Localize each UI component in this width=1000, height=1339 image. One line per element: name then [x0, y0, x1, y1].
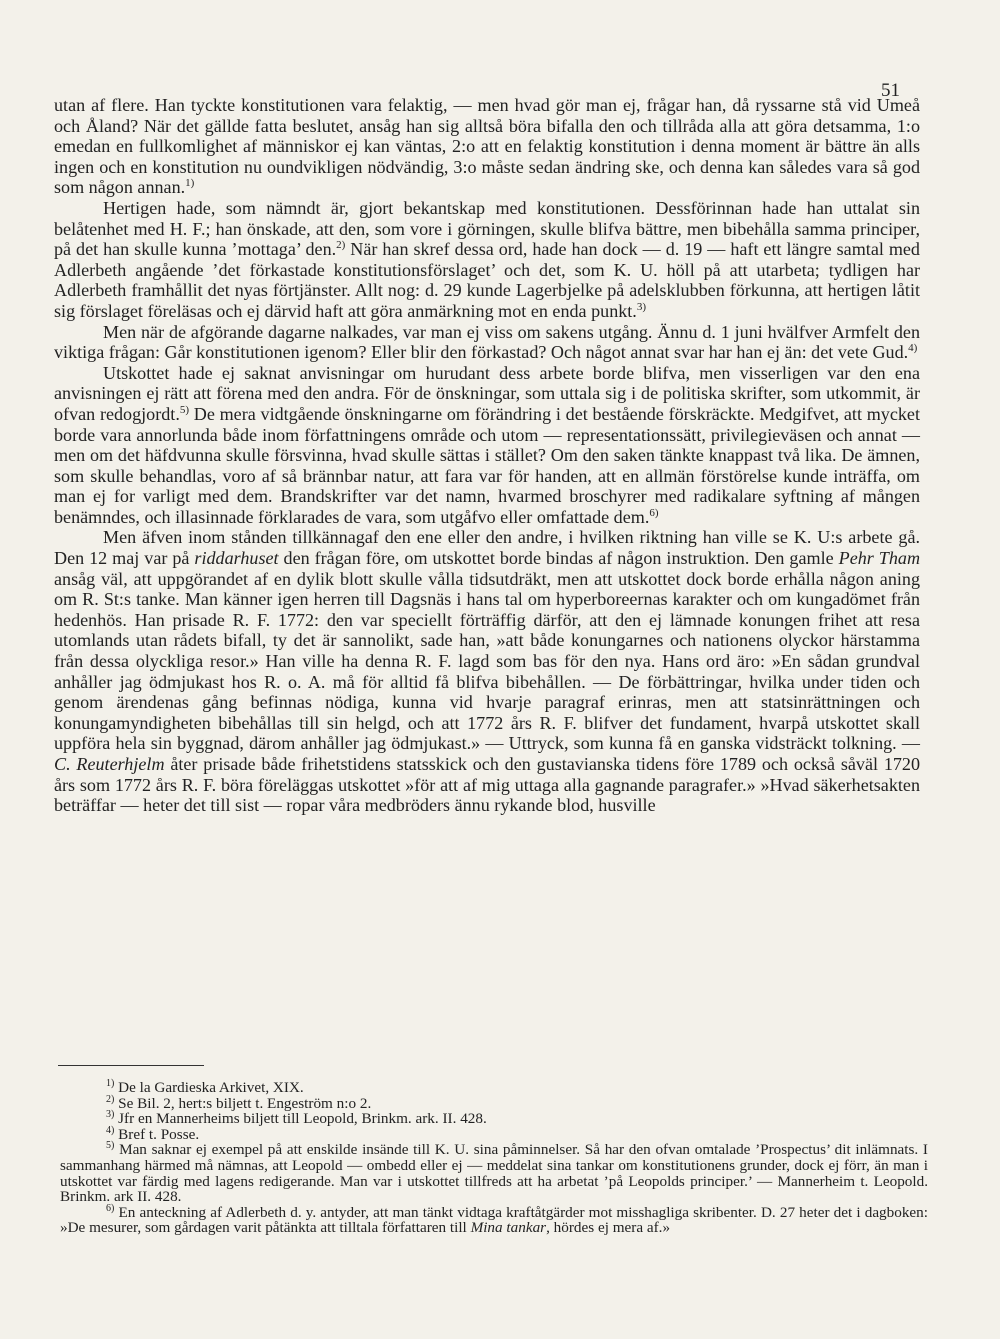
footnote-divider	[58, 1065, 204, 1066]
italic-title: Mina tankar	[470, 1219, 547, 1237]
page-number: 51	[881, 80, 900, 101]
footnote: $^{2)}$ Se Bil. 2, hert:s biljett t. Engeström n:o 2.	[106, 1093, 372, 1112]
footnote-ref: 1)	[185, 177, 195, 190]
footnotes	[60, 1077, 928, 1237]
footnote-ref: 4)	[908, 342, 918, 355]
italic-name: Pehr Tham	[838, 548, 921, 569]
footnote-ref: 2)	[336, 239, 346, 252]
paragraph: Hertigen hade, som nämndt är, gjort bekantskap med konstitutionen. Dessförinnan hade han uttalat sin belåtenhet med H. F.; han önskade, att den, som vore i görningen, skulle blifva bättre, men bibehålla samma principer, på det han skulle kunna ’mottaga’ den.$^{2)}$ När han skref dessa ord, hade han dock — d. 19 — haft ett längre samtal med Adlerbeth angående ’det förkastade konstitutionsförslaget’ och det, som K. U. höll på att utarbeta; tydligen har Adlerbeth framhållit det nyas förtjänster. Allt nog: d. 29 kunde Lagerbjelke på adelsklubben förkunna, att hertigen låtit sig förslaget föreläsas och ej därvid haft att göra anmärkning mot en enda punkt.$^{3)}$	[54, 197, 920, 321]
footnote: $^{5)}$ Man saknar ej exempel på att enskilde insände till K. U. sina påminnelser. Så har den ofvan omtalade ’Prospectus’ dit inlämnats. I sammanhang härmed må nämnas, att Leopold — ombedd eller ej — meddelat sina tankar om konstitutionens grunder, dock ej förr, än man i utskottet var färdig med lagens redigerande. Man var i utskottet tillfreds att ha arbetat ’på Leopolds principer.’ — Mannerheim t. Leopold. Brinkm. ark II. 428.	[60, 1140, 928, 1206]
footnote-ref: 5)	[179, 403, 190, 416]
paragraph: Utskottet hade ej saknat anvisningar om hurudant dess arbete borde blifva, men visserligen var den ena anvisningen ej rätt att förena med den andra. För de önskningar, som uttala sig i de politiska skrifter, som utkommit, är ofvan redogjordt.$^{5)}$ De mera vidtgående önskningarne om förändring i det bestående förskräckte. Medgifvet, att mycket borde vara annorlunda både inom författningens område och utom — representationssätt, privilegieväsen och annat — men om det häfdvunna skulle försvinna, hvad skulle sättas i stället? Om den saken tänkte knappast två lika. De ämnen, som skulle behandlas, voro af så brännbar natur, att fara var för handen, att en allmän förstörelse kunde inträffa, om man ej for varligt med dem. Brandskrifter var det namn, hvarmed broschyrer med radikalare syftning af mången benämndes, och illasinnade förklarades de vara, som utgåfvo eller omfattade dem.$^{6)}$	[54, 362, 920, 527]
footnote: $^{1)}$ De la Gardieska Arkivet, XIX.	[106, 1077, 304, 1096]
footnote-ref: 6)	[649, 506, 659, 519]
paragraph: utan af flere. Han tyckte konstitutionen vara felaktig, — men hvad gör man ej, frågar han, då ryssarne stå vid Umeå och Åland? När det gällde fatta beslutet, ansåg han sig alltså böra bifalla den och tillråda alla att göra detsamma, 1:o emedan en fullkomlighet af människor ej kan väntas, 2:o att en felaktig konstitution i denna moment är bättre än alls ingen och en konstitution nu oundvikligen nödvändig, 3:o måste sedan ändring ske, och denna kan således vara så god som någon annan.$^{1)}$	[54, 95, 920, 198]
footnote-ref: 3)	[636, 300, 647, 313]
italic-term: riddarhuset	[194, 548, 279, 569]
footnote: $^{6)}$ En anteckning af Adlerbeth d. y. antyder, att man tänkt vidtaga kraftåtgärder mot misshagliga skribenter. D. 27 heter det i dagboken: »De mesurer, som gårdagen varit påtänkta att tilltala författaren till Mina tankar, hördes ej mera af.»	[60, 1202, 928, 1237]
footnote: $^{4)}$ Bref t. Posse.	[106, 1124, 200, 1143]
paragraph: Men när de afgörande dagarne nalkades, var man ej viss om sakens utgång. Ännu d. 1 juni hvälfver Armfelt den viktiga frågan: Går konstitutionen igenom? Eller blir den förkastad? Och något annat svar har han ej än: det vete Gud.$^{4)}$	[54, 321, 920, 363]
main-text	[54, 95, 920, 816]
footnote: $^{3)}$ Jfr en Mannerheims biljett till Leopold, Brinkm. ark. II. 428.	[106, 1109, 487, 1128]
italic-name: C. Reuterhjelm	[54, 754, 165, 774]
paragraph: Men äfven inom stånden tillkännagaf den ene eller den andre, i hvilken riktning han ville se K. U:s arbete gå. Den 12 maj var på riddarhuset den frågan före, om utskottet borde bindas af någon instruktion. Den gamle Pehr Tham ansåg väl, att uppgörandet af en dylik blott skulle vålla tidsutdräkt, men att utskottet dock borde erhålla någon aning om R. St:s tanke. Man känner igen herren till Dagsnäs i hans tal om hyperboreernas karakter och om kungadömet från hedenhös. Han prisade R. F. 1772: den var speciellt förträffig därför, att den ej lämnade konungen frihet att resa utomlands utan rådets bifall, ty det är sannolikt, sade han, »att både konungarnes och nationens olyckor härstamma från dessa olyckliga resor.» Han ville ha denna R. F. lagd som bas för den nya. Hans ord äro: »En sådan grundval anhåller jag ödmjukast hos R. o. A. må för alltid få blifva bibehållen. — De förbättringar, hvilka under tiden och genom ärendenas gång befinnas nödiga, kunna vid hvarje paragraf erinras, men att statsinrättningen och konungamyndigheten bibehållas till sin helgd, och att 1772 års R. F. blifver det fundament, hvarpå utskottet skall uppföra hela sin byggnad, därom anhåller jag ödmjukast.» — Uttryck, som kunna få en ganska vidsträckt tolkning. — C. Reuterhjelm åter prisade både frihetstidens statsskick och den gustavianska tidens före 1789 och också såväl 1720 års som 1772 års R. F. böra föreläggas utskottet »för att af mig uttaga alla gagnande paragrafer.» »Hvad säkerhetsakten beträffar — heter det till sist — ropar våra medbröders ännu rykande blod, husville	[54, 527, 921, 816]
